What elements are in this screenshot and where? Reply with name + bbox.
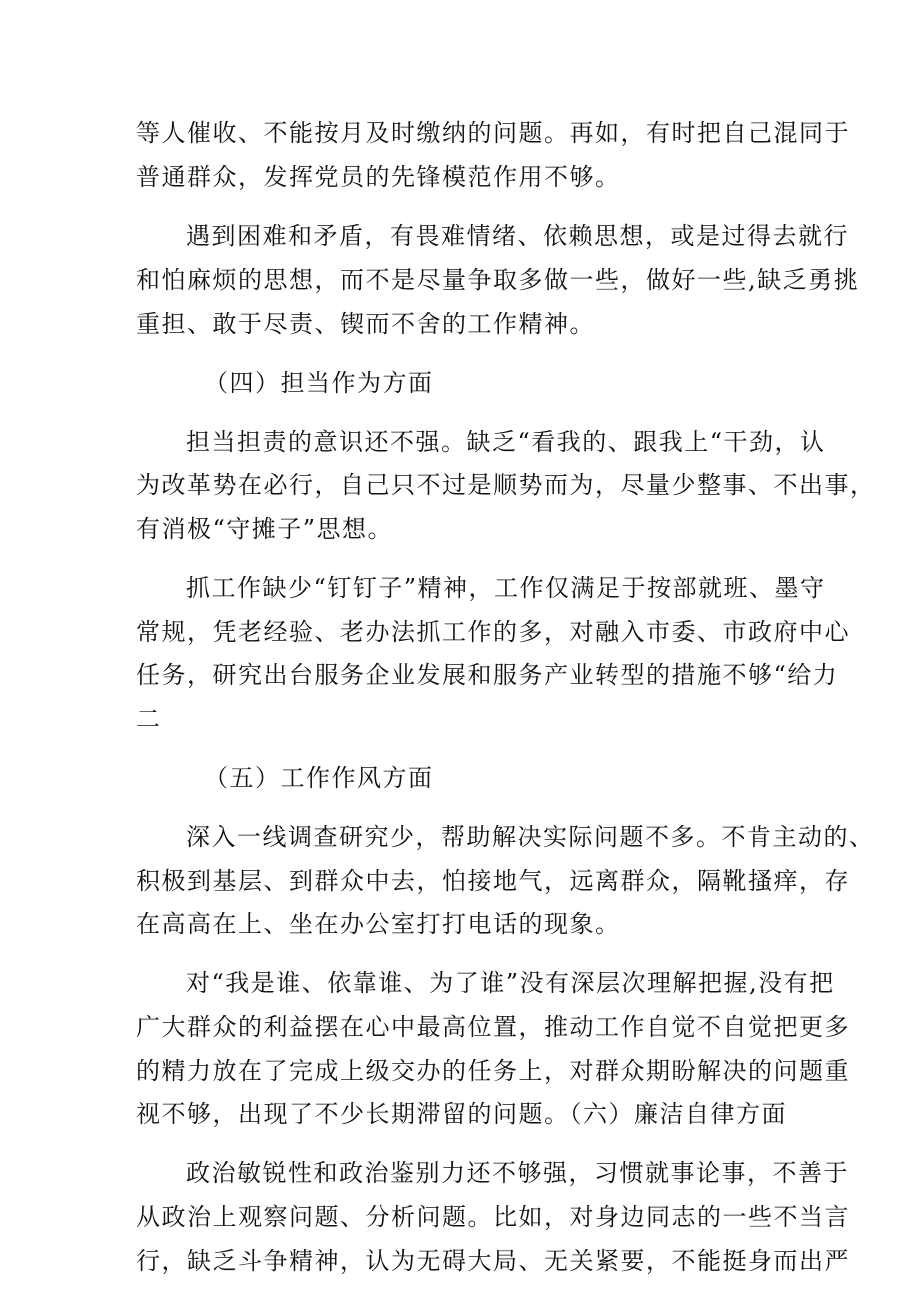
text-line: 从政治上观察问题、分析问题。比如，对身边同志的一些不当言 [136, 1203, 850, 1231]
text-line: 等人催收、不能按月及时缴纳的问题。再如，有时把自己混同于 [136, 119, 850, 147]
section-heading-4: （四）担当作为方面 [204, 369, 434, 397]
paragraph-first-line: 抓工作缺少“钉钉子”精神，工作仅满足于按部就班、墨守 [186, 574, 826, 602]
paragraph-first-line: 担当担责的意识还不强。缺乏“看我的、跟我上“干劲，认 [186, 428, 826, 456]
text-line: 在高高在上、坐在办公室打打电话的现象。 [136, 910, 621, 938]
paragraph-first-line: 对“我是谁、依靠谁、为了谁”没有深层次理解把握,没有把 [186, 969, 835, 997]
text-line: 行，缺乏斗争精神，认为无碍大局、无关紧要，不能挺身而出严 [136, 1247, 850, 1275]
text-line: 任务，研究出台服务企业发展和服务产业转型的措施不够“给力 [136, 661, 839, 689]
text-line: 常规，凭老经验、老办法抓工作的多，对融入市委、市政府中心 [136, 618, 850, 646]
text-line: 二 [136, 705, 162, 733]
text-line: 为改革势在必行，自己只不过是顺势而为，尽量少整事、不出事， [136, 471, 876, 499]
paragraph-first-line: 政治敏锐性和政治鉴别力还不够强，习惯就事论事，不善于 [186, 1159, 849, 1187]
section-heading-5: （五）工作作风方面 [204, 764, 434, 792]
paragraph-first-line: 遇到困难和矛盾，有畏难情绪、依赖思想，或是过得去就行 [186, 222, 849, 250]
paragraph-first-line: 深入一线调查研究少，帮助解决实际问题不多。不肯主动的、 [186, 823, 875, 851]
text-line-with-section-heading-6: 视不够，出现了不少长期滞留的问题。（六）廉洁自律方面 [136, 1100, 787, 1128]
text-line: 广大群众的利益摆在心中最高位置，推动工作自觉不自觉把更多 [136, 1013, 850, 1041]
text-line: 的精力放在了完成上级交办的任务上，对群众期盼解决的问题重 [136, 1057, 850, 1085]
text-line: 和怕麻烦的思想，而不是尽量争取多做一些，做好一些,缺乏勇挑 [136, 266, 860, 294]
text-line: 重担、敢于尽责、锲而不舍的工作精神。 [136, 310, 595, 338]
text-line: 积极到基层、到群众中去，怕接地气，远离群众，隔靴搔痒，存 [136, 867, 850, 895]
text-line: 普通群众，发挥党员的先锋模范作用不够。 [136, 163, 621, 191]
text-line: 有消极“守摊子”思想。 [136, 515, 394, 543]
